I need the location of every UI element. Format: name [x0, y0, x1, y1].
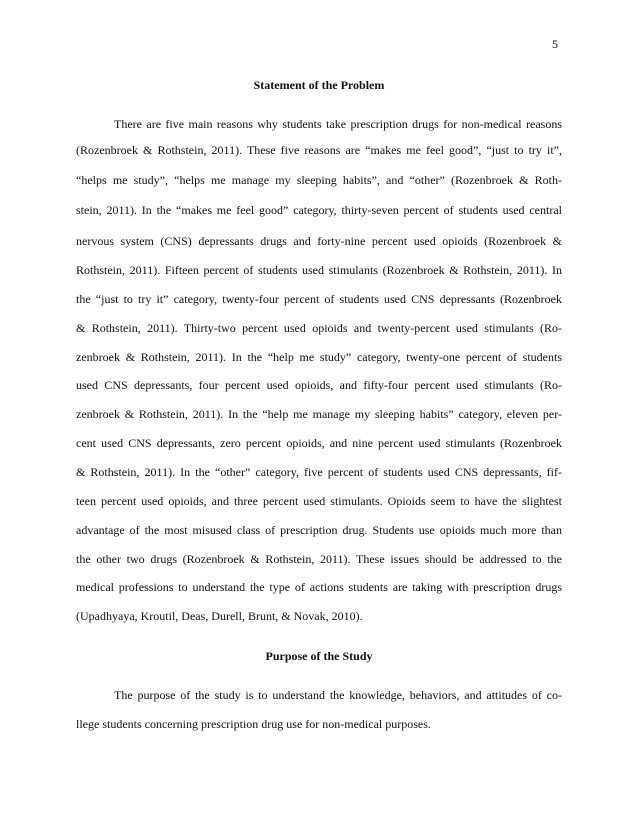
paragraph-line: There are five main reasons why students take prescription drugs for non-medical reasons	[114, 117, 562, 131]
section-heading-problem: Statement of the Problem	[253, 78, 385, 92]
paragraph-line: & Rothstein, 2011). Thirty-two percent used opioids and twenty-percent used stimulants (Ro-	[76, 321, 562, 335]
paragraph-line: (Upadhyaya, Kroutil, Deas, Durell, Brunt, & Novak, 2010).	[76, 609, 363, 623]
paragraph-line: The purpose of the study is to understand the knowledge, behaviors, and attitudes of co-	[114, 688, 562, 702]
paragraph-line: the “just to try it” category, twenty-four percent of students used CNS depressants (Rozenbroek	[76, 292, 562, 306]
paragraph-line: medical professions to understand the type of actions students are taking with prescription drugs	[76, 580, 562, 594]
paragraph-line: zenbroek & Rothstein, 2011). In the “help me study” category, twenty-one percent of students	[76, 350, 562, 364]
paragraph-line: cent used CNS depressants, zero percent opioids, and nine percent used stimulants (Rozenbroek	[76, 436, 562, 450]
paragraph-line: zenbroek & Rothstein, 2011). In the “help me manage my sleeping habits” category, eleven per-	[76, 407, 562, 421]
paragraph-line: “helps me study”, “helps me manage my sleeping habits”, and “other” (Rozenbroek & Roth-	[76, 173, 562, 187]
paragraph-line: advantage of the most misused class of prescription drug. Students use opioids much more than	[76, 523, 562, 537]
page-number: 5	[552, 37, 558, 51]
paragraph-line: used CNS depressants, four percent used opioids, and fifty-four percent used stimulants (Ro-	[76, 378, 562, 392]
paragraph-line: & Rothstein, 2011). In the “other” category, five percent of students used CNS depressants, fif-	[76, 465, 562, 479]
section-heading-purpose: Purpose of the Study	[265, 649, 373, 663]
paragraph-line: (Rozenbroek & Rothstein, 2011). These five reasons are “makes me feel good”, “just to try it”,	[76, 143, 562, 157]
paragraph-line: teen percent used opioids, and three percent used stimulants. Opioids seem to have the slightest	[76, 494, 562, 508]
paragraph-line: Rothstein, 2011). Fifteen percent of students used stimulants (Rozenbroek & Rothstein, 2011). In	[76, 263, 562, 277]
paragraph-line: the other two drugs (Rozenbroek & Rothstein, 2011). These issues should be addressed to the	[76, 552, 562, 566]
paragraph-line: stein, 2011). In the “makes me feel good” category, thirty-seven percent of students used central	[76, 203, 562, 217]
paragraph-line: llege students concerning prescription drug use for non-medical purposes.	[76, 717, 431, 731]
paragraph-line: nervous system (CNS) depressants drugs and forty-nine percent used opioids (Rozenbroek &	[76, 234, 562, 248]
